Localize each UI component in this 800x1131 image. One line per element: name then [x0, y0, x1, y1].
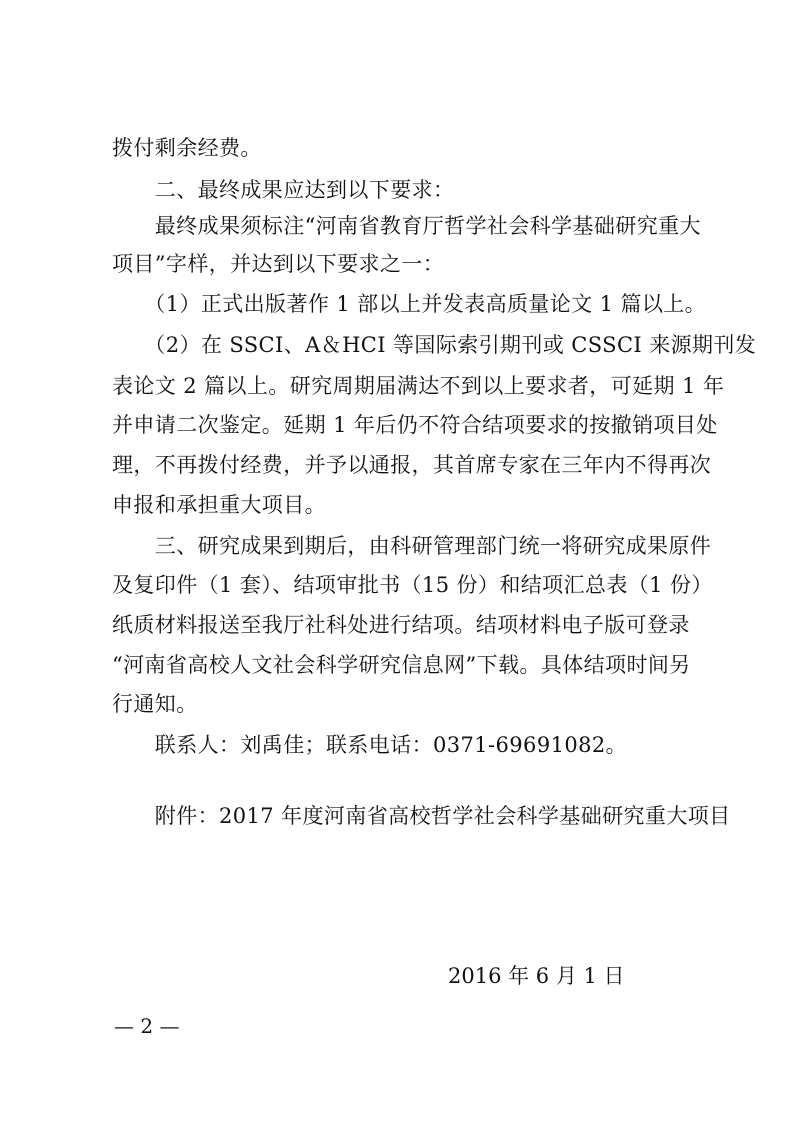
text-line: 表论文 2 篇以上。研究周期届满达不到以上要求者，可延期 1 年 [112, 374, 725, 398]
text-line: 并申请二次鉴定。延期 1 年后仍不符合结项要求的按撤销项目处 [112, 413, 718, 437]
contact-line: 联系人：刘禹佳；联系电话：0371-69691082。 [112, 733, 628, 757]
text-line: 行通知。 [112, 692, 198, 716]
attachment-line: 附件：2017 年度河南省高校哲学社会科学基础研究重大项目 [112, 804, 731, 828]
text-line: 三、研究成果到期后，由科研管理部门统一将研究成果原件 [112, 534, 712, 558]
document-date: 2016 年 6 月 1 日 [448, 964, 625, 988]
text-line: 纸质材料报送至我厅社科处进行结项。结项材料电子版可登录 [112, 613, 690, 637]
text-line: “河南省高校人文社会科学研究信息网”下载。具体结项时间另 [112, 653, 691, 677]
text-line: 及复印件（1 套）、结项审批书（15 份）和结项汇总表（1 份） [112, 573, 713, 597]
text-line: 二、最终成果应达到以下要求： [112, 178, 455, 202]
text-line: （1）正式出版著作 1 部以上并发表高质量论文 1 篇以上。 [112, 292, 707, 316]
text-line: 理，不再拨付经费，并予以通报，其首席专家在三年内不得再次 [112, 453, 712, 477]
page-number: — 2 — [114, 1014, 180, 1038]
text-line: （2）在 SSCI、A＆HCI 等国际索引期刊或 CSSCI 来源期刊发 [112, 333, 757, 357]
text-line: 项目”字样，并达到以下要求之一： [112, 252, 445, 276]
text-line: 申报和承担重大项目。 [112, 493, 326, 517]
text-line: 最终成果须标注“河南省教育厅哲学社会科学基础研究重大 [112, 214, 701, 238]
text-line: 拨付剩余经费。 [112, 136, 262, 160]
